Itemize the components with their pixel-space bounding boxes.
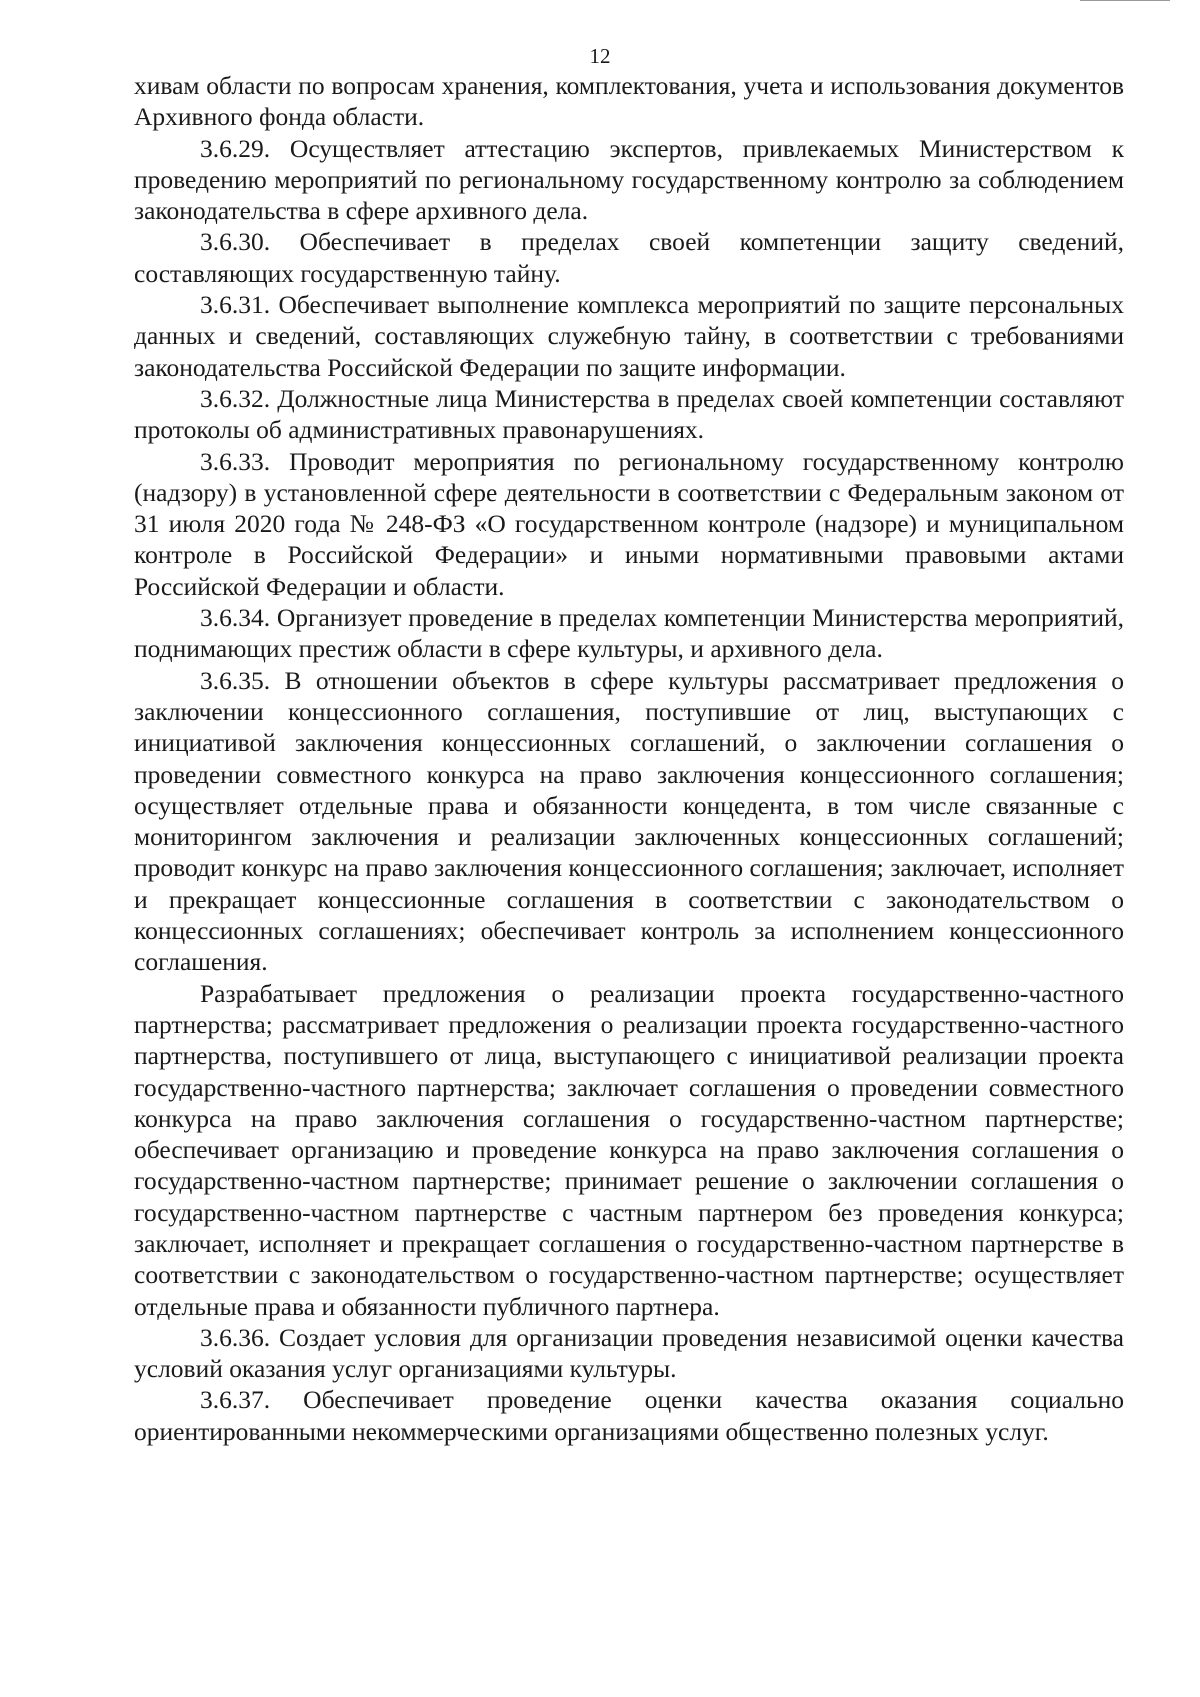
paragraph-3-6-31: 3.6.31. Обеспечивает выполнение комплекса мероприятий по защите персональных данных и сведений, составляющих служебную тайну, в соответствии с требованиями законодательства Российской Федерации по защите информации. (134, 290, 1124, 382)
paragraph-continuation: хивам области по вопросам хранения, комплектования, учета и использования документов Архивного фонда области. (134, 71, 1124, 132)
page-number: 12 (589, 44, 611, 68)
paragraph-3-6-33: 3.6.33. Проводит мероприятия по региональному государственному контролю (надзору) в установленной сфере деятельности в соответствии с Федеральным законом от 31 июля 2020 года № 248-ФЗ «О государственном контроле (надзоре) и муниципальном контроле в Российской Федерации» и иными нормативными правовыми актами Российской Федерации и области. (134, 446, 1124, 601)
scan-edge-mark (1080, 0, 1170, 5)
paragraph-3-6-37: 3.6.37. Обеспечивает проведение оценки качества оказания социально ориентированными некоммерческими организациями общественно полезных услуг. (134, 1385, 1124, 1446)
document-text (134, 70, 1124, 1447)
paragraph-3-6-35: 3.6.35. В отношении объектов в сфере культуры рассматривает предложения о заключении концессионного соглашения, поступившие от лиц, выступающих с инициативой заключения концессионных соглашений, о заключении соглашения о проведении совместного конкурса на право заключения концессионного соглашения; осуществляет отдельные права и обязанности концедента, в том числе связанные с мониторингом заключения и реализации заключенных концессионных соглашений; проводит конкурс на право заключения концессионного соглашения; заключает, исполняет и прекращает концессионные соглашения в соответствии с законодательством о концессионных соглашениях; обеспечивает контроль за исполнением концессионного соглашения. (134, 665, 1124, 977)
paragraph-3-6-32: 3.6.32. Должностные лица Министерства в пределах своей компетенции составляют протоколы об административных правонарушениях. (134, 383, 1124, 445)
paragraph-3-6-35-ppp: Разрабатывает предложения о реализации проекта государственно-частного партнерства; рассматривает предложения о реализации проекта государственно-частного партнерства, поступившего от лица, выступающего с инициативой реализации проекта государственно-частного партнерства; заключает соглашения о проведении совместного конкурса на право заключения соглашения о государственно-частном партнерстве; обеспечивает организацию и проведение конкурса на право заключения соглашения о государственно-частном партнерстве; принимает решение о заключении соглашения о государственно-частном партнерстве с частным партнером без проведения конкурса; заключает, исполняет и прекращает соглашения о государственно-частном партнерстве в соответствии с законодательством о государственно-частном партнерстве; осуществляет отдельные права и обязанности публичного партнера. (134, 978, 1124, 1321)
paragraph-3-6-29: 3.6.29. Осуществляет аттестацию экспертов, привлекаемых Министерством к проведению мероприятий по региональному государственному контролю за соблюдением законодательства в сфере архивного дела. (134, 133, 1124, 226)
paragraph-3-6-30: 3.6.30. Обеспечивает в пределах своей компетенции защиту сведений, составляющих государственную тайну. (134, 227, 1124, 288)
paragraph-3-6-34: 3.6.34. Организует проведение в пределах компетенции Министерства мероприятий, поднимающих престиж области в сфере культуры, и архивного дела. (134, 603, 1124, 664)
paragraph-3-6-36: 3.6.36. Создает условия для организации проведения независимой оценки качества условий оказания услуг организациями культуры. (134, 1322, 1124, 1384)
